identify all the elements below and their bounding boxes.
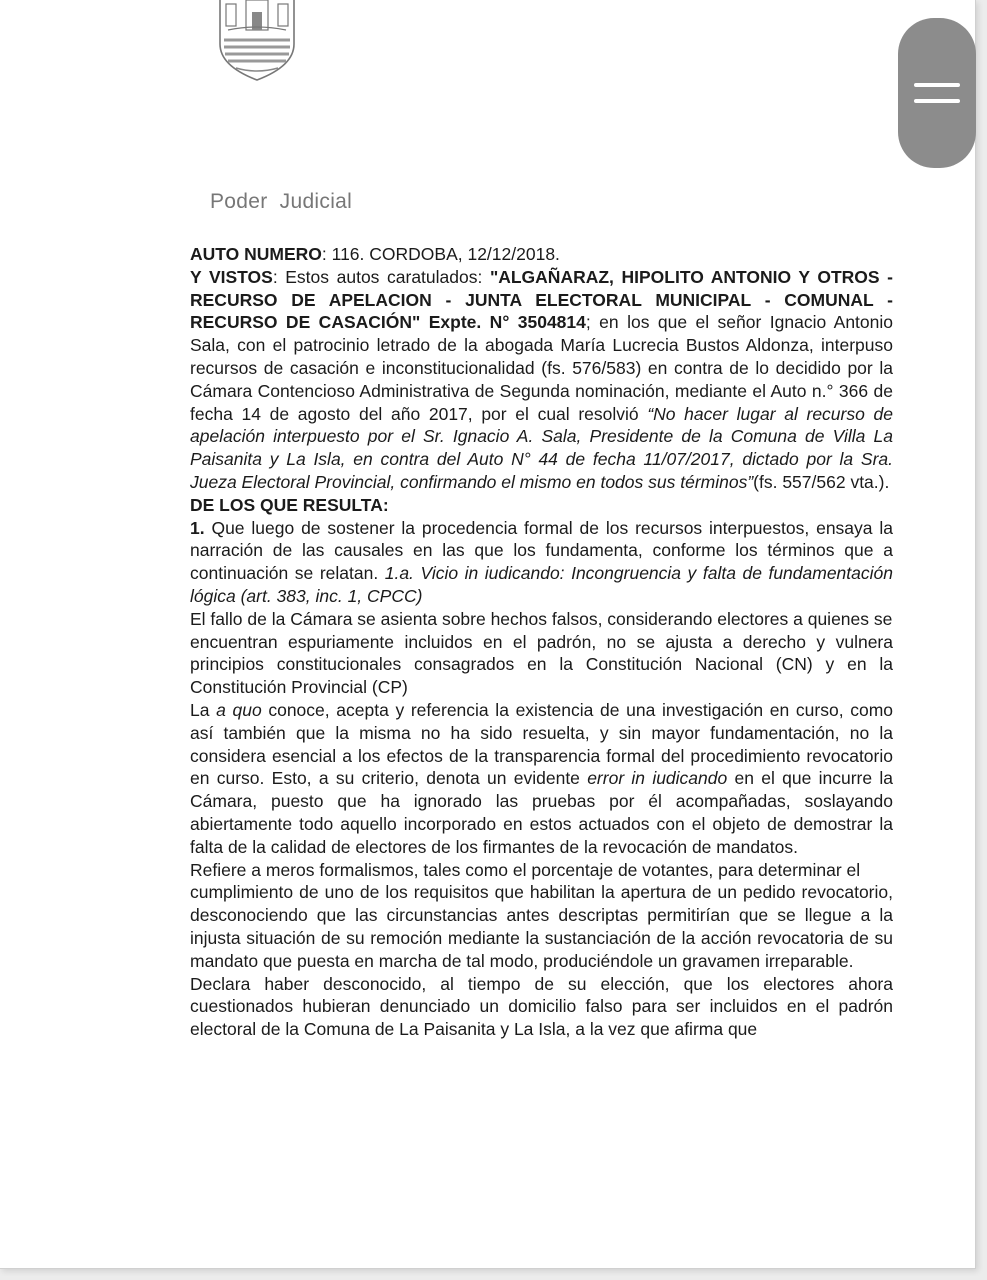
paragraph-3 — [190, 699, 893, 859]
paragraph-number: 1. — [190, 517, 205, 538]
vistos-body: ; en los que el señor Ignacio Antonio Sala, con el patrocinio letrado de la abogada María Lucrecia Bustos Aldonza, interpuso recursos de casación e inconstitucionalidad (fs. 576/583) en contra de lo decidido por la Cámara Contencioso Administrativa de Segunda nominación, mediante el Auto n.° 366 de fecha 14 de agosto del año 2017, por el cual resolvió — [190, 312, 894, 424]
drag-handle-icon — [914, 83, 960, 87]
vistos-end: (fs. 557/562 vta.). — [753, 471, 890, 492]
scroll-handle[interactable] — [898, 18, 976, 168]
paragraph-1-text: Que luego de sostener la procedencia formal de los recursos interpuestos, ensaya la narración de las causales en las que los fundamenta, conforme los términos que a continuación se relatan. — [190, 517, 893, 584]
drag-handle-icon — [914, 99, 960, 103]
header-label: Poder Judicial — [210, 190, 353, 213]
paragraph-3-pre: La — [190, 699, 217, 720]
auto-line — [190, 243, 893, 266]
paragraph-3-post: en el que incurre la Cámara, puesto que ha ignorado las pruebas por él acompañadas, soslayando abiertamente todo aquello incorporado en estos actuados con el objeto de demostrar la falta de la calidad de electores de los firmantes de la revocación de mandatos. — [190, 768, 894, 857]
vistos-paragraph — [190, 266, 893, 494]
auto-text: : 116. CORDOBA, 12/12/2018. — [321, 244, 560, 264]
coat-of-arms-icon — [212, 0, 302, 82]
paragraph-3-italic-b: error in iudicando — [587, 768, 728, 789]
paragraph-3-mid: conoce, acepta y referencia la existencia de una investigación en curso, como así también que la misma no ha sido resuelta, y sin mayor fundamentación, no la considera esencial a los efectos de la transparencia formal del procedimiento revocatorio en curso. Esto, a su criterio, denota un evidente — [190, 699, 893, 789]
paragraph-5: Declara haber desconocido, al tiempo de su elección, que los electores ahora cuestionados hubieran denunciado un domicilio falso para ser incluidos en el padrón electoral de la Comuna de La Paisanita y La Isla, a la vez que afirma que — [190, 973, 893, 1040]
paragraph-4b: cumplimiento de uno de los requisitos que habilitan la apertura de un pedido revocatorio, desconociendo que las circunstancias antes descriptas permitirían que se llegue a la injusta situación de su remoción mediante la sustanciación de la acción revocatoria de su mandato que puesta en marcha de tal modo, produciéndole un gravamen irreparable. — [190, 882, 893, 971]
paragraph-2b: encuentran espuriamente incluidos en el padrón, no se ajusta a derecho y vulnera principios constitucionales consagrados en la Constitución Nacional (CN) y en la Constitución Provincial (CP) — [190, 631, 893, 698]
vistos-label: Y VISTOS — [190, 266, 273, 287]
paragraph-2a: El fallo de la Cámara se asienta sobre hechos falsos, considerando electores a quienes se — [190, 608, 893, 629]
paragraph-3-italic-a: a quo — [216, 699, 262, 720]
paragraph-1-subtitle: 1.a. Vicio in iudicando: Incongruencia y falta de fundamentación lógica (art. 383, inc. 1, CPCC) — [190, 563, 893, 606]
paragraph-1 — [190, 517, 893, 608]
document-body — [190, 243, 893, 1041]
case-caption: "ALGAÑARAZ, HIPOLITO ANTONIO Y OTROS - RECURSO DE APELACION - JUNTA ELECTORAL MUNICIPAL - COMUNAL - RECURSO DE CASACIÓN" Expte. N° 3504814 — [190, 266, 893, 333]
resolution-quote: “No hacer lugar al recurso de apelación interpuesto por el Sr. Ignacio A. Sala, Presidente de la Comuna de Villa La Paisanita y La Isla, en contra del Auto N° 44 de fecha 11/07/2017, dictado por la Sra. Jueza Electoral Provincial, confirmando el mismo en todos sus términos” — [190, 403, 893, 492]
vistos-text: : Estos autos caratulados: — [272, 266, 490, 287]
paragraph-4a: Refiere a meros formalismos, tales como el porcentaje de votantes, para determinar el — [190, 859, 861, 880]
auto-label: AUTO NUMERO — [190, 244, 322, 264]
resulta-heading: DE LOS QUE RESULTA: — [190, 494, 389, 515]
